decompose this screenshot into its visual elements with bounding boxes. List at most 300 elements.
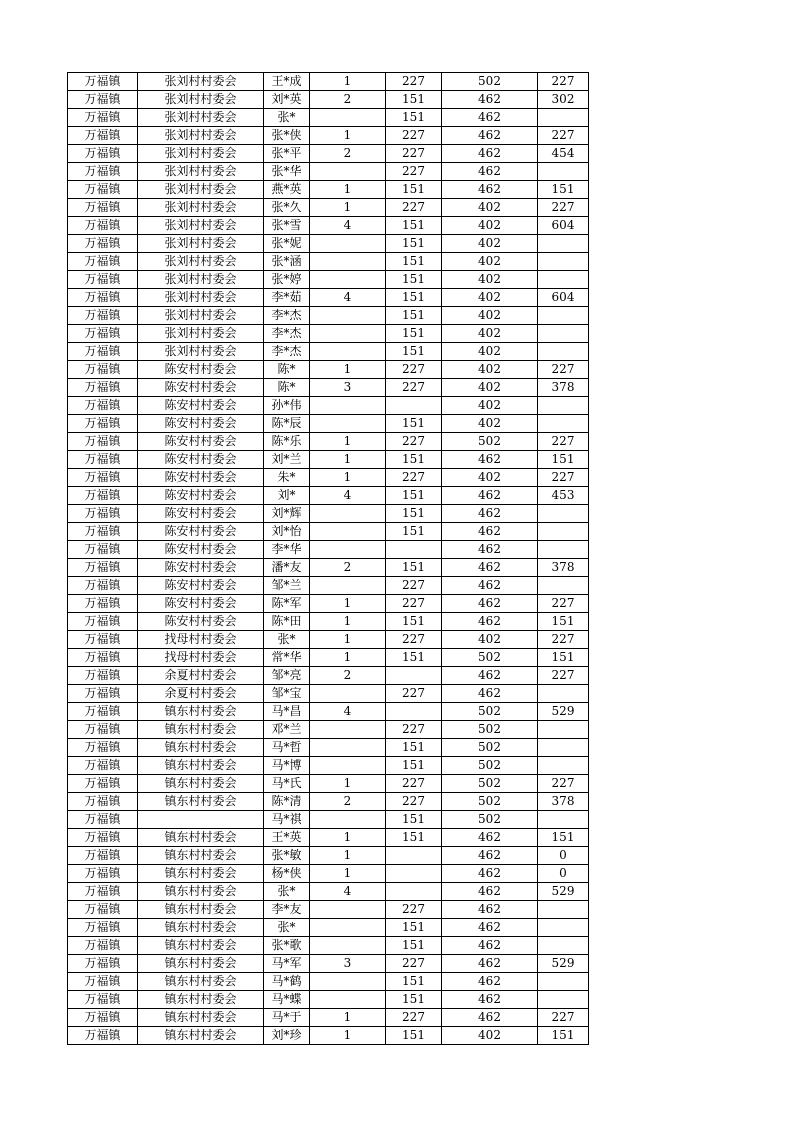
total-cell: 227 — [538, 127, 589, 145]
table-row — [68, 793, 589, 811]
name-cell: 王*英 — [264, 829, 310, 847]
total-cell: 0 — [538, 865, 589, 883]
total-cell — [538, 901, 589, 919]
amount-b-cell: 462 — [442, 901, 538, 919]
table-row — [68, 433, 589, 451]
village-committee-cell: 张刘村村委会 — [138, 253, 264, 271]
amount-b-cell: 462 — [442, 451, 538, 469]
name-cell: 马*军 — [264, 955, 310, 973]
total-cell: 227 — [538, 469, 589, 487]
total-cell: 151 — [538, 613, 589, 631]
village-committee-cell: 陈安村村委会 — [138, 613, 264, 631]
total-cell: 151 — [538, 181, 589, 199]
town-cell: 万福镇 — [68, 271, 138, 289]
table-row — [68, 451, 589, 469]
amount-b-cell: 502 — [442, 721, 538, 739]
amount-a-cell: 151 — [386, 217, 442, 235]
village-committee-cell: 张刘村村委会 — [138, 289, 264, 307]
amount-b-cell: 462 — [442, 181, 538, 199]
village-committee-cell: 陈安村村委会 — [138, 523, 264, 541]
total-cell: 453 — [538, 487, 589, 505]
name-cell: 潘*友 — [264, 559, 310, 577]
town-cell: 万福镇 — [68, 181, 138, 199]
name-cell: 张*久 — [264, 199, 310, 217]
village-committee-cell: 张刘村村委会 — [138, 271, 264, 289]
count-cell: 4 — [310, 703, 386, 721]
table-row — [68, 487, 589, 505]
amount-a-cell: 151 — [386, 739, 442, 757]
amount-a-cell: 151 — [386, 91, 442, 109]
amount-a-cell: 151 — [386, 181, 442, 199]
amount-a-cell: 227 — [386, 577, 442, 595]
table-row — [68, 1027, 589, 1045]
count-cell — [310, 109, 386, 127]
amount-a-cell: 151 — [386, 937, 442, 955]
total-cell — [538, 739, 589, 757]
count-cell: 1 — [310, 1009, 386, 1027]
name-cell: 马*昌 — [264, 703, 310, 721]
table-row — [68, 307, 589, 325]
name-cell: 刘*珍 — [264, 1027, 310, 1045]
amount-a-cell: 151 — [386, 613, 442, 631]
name-cell: 邹*兰 — [264, 577, 310, 595]
total-cell: 227 — [538, 595, 589, 613]
town-cell: 万福镇 — [68, 199, 138, 217]
table-row — [68, 199, 589, 217]
village-committee-cell: 张刘村村委会 — [138, 109, 264, 127]
name-cell: 张* — [264, 631, 310, 649]
count-cell — [310, 937, 386, 955]
count-cell: 1 — [310, 361, 386, 379]
village-committee-cell: 余夏村村委会 — [138, 667, 264, 685]
town-cell: 万福镇 — [68, 253, 138, 271]
name-cell: 李*华 — [264, 541, 310, 559]
table-row — [68, 829, 589, 847]
table-row — [68, 667, 589, 685]
amount-b-cell: 402 — [442, 217, 538, 235]
total-cell — [538, 325, 589, 343]
name-cell: 马*哲 — [264, 739, 310, 757]
town-cell: 万福镇 — [68, 379, 138, 397]
amount-a-cell: 151 — [386, 757, 442, 775]
town-cell: 万福镇 — [68, 739, 138, 757]
count-cell: 1 — [310, 199, 386, 217]
town-cell: 万福镇 — [68, 73, 138, 91]
count-cell — [310, 271, 386, 289]
town-cell: 万福镇 — [68, 865, 138, 883]
table-row — [68, 703, 589, 721]
table-row — [68, 613, 589, 631]
amount-a-cell: 227 — [386, 163, 442, 181]
name-cell: 陈* — [264, 361, 310, 379]
count-cell: 4 — [310, 289, 386, 307]
name-cell: 邹*亮 — [264, 667, 310, 685]
name-cell: 张*平 — [264, 145, 310, 163]
amount-b-cell: 462 — [442, 127, 538, 145]
total-cell: 227 — [538, 73, 589, 91]
total-cell: 151 — [538, 649, 589, 667]
count-cell: 1 — [310, 469, 386, 487]
amount-b-cell: 462 — [442, 847, 538, 865]
town-cell: 万福镇 — [68, 775, 138, 793]
amount-b-cell: 402 — [442, 325, 538, 343]
amount-b-cell: 402 — [442, 1027, 538, 1045]
town-cell: 万福镇 — [68, 433, 138, 451]
table-row — [68, 235, 589, 253]
table-row — [68, 253, 589, 271]
amount-b-cell: 462 — [442, 955, 538, 973]
count-cell: 3 — [310, 379, 386, 397]
town-cell: 万福镇 — [68, 595, 138, 613]
count-cell — [310, 325, 386, 343]
count-cell — [310, 343, 386, 361]
name-cell: 李*茹 — [264, 289, 310, 307]
name-cell: 孙*伟 — [264, 397, 310, 415]
amount-b-cell: 502 — [442, 739, 538, 757]
town-cell: 万福镇 — [68, 901, 138, 919]
village-committee-cell: 镇东村村委会 — [138, 757, 264, 775]
total-cell — [538, 541, 589, 559]
village-committee-cell: 张刘村村委会 — [138, 199, 264, 217]
name-cell: 陈*军 — [264, 595, 310, 613]
village-committee-cell: 余夏村村委会 — [138, 685, 264, 703]
amount-b-cell: 462 — [442, 991, 538, 1009]
table-row — [68, 649, 589, 667]
town-cell: 万福镇 — [68, 811, 138, 829]
town-cell: 万福镇 — [68, 685, 138, 703]
count-cell — [310, 811, 386, 829]
amount-b-cell: 462 — [442, 883, 538, 901]
name-cell: 陈* — [264, 379, 310, 397]
table-row — [68, 271, 589, 289]
amount-a-cell: 151 — [386, 559, 442, 577]
town-cell: 万福镇 — [68, 541, 138, 559]
village-committee-cell: 镇东村村委会 — [138, 937, 264, 955]
town-cell: 万福镇 — [68, 667, 138, 685]
amount-a-cell: 227 — [386, 379, 442, 397]
name-cell: 李*友 — [264, 901, 310, 919]
town-cell: 万福镇 — [68, 127, 138, 145]
amount-a-cell: 227 — [386, 469, 442, 487]
total-cell — [538, 271, 589, 289]
village-committee-cell: 镇东村村委会 — [138, 865, 264, 883]
village-committee-cell: 张刘村村委会 — [138, 343, 264, 361]
total-cell: 227 — [538, 631, 589, 649]
name-cell: 邓*兰 — [264, 721, 310, 739]
table-row — [68, 505, 589, 523]
name-cell: 马*氏 — [264, 775, 310, 793]
amount-a-cell: 151 — [386, 649, 442, 667]
name-cell: 陈*辰 — [264, 415, 310, 433]
amount-b-cell: 462 — [442, 91, 538, 109]
amount-a-cell: 151 — [386, 487, 442, 505]
count-cell — [310, 739, 386, 757]
total-cell: 227 — [538, 199, 589, 217]
name-cell: 张*侠 — [264, 127, 310, 145]
amount-a-cell: 151 — [386, 505, 442, 523]
count-cell — [310, 919, 386, 937]
count-cell: 2 — [310, 793, 386, 811]
name-cell: 李*杰 — [264, 343, 310, 361]
town-cell: 万福镇 — [68, 649, 138, 667]
amount-a-cell: 151 — [386, 415, 442, 433]
count-cell: 4 — [310, 883, 386, 901]
amount-a-cell: 227 — [386, 199, 442, 217]
name-cell: 张*涵 — [264, 253, 310, 271]
village-committee-cell: 张刘村村委会 — [138, 73, 264, 91]
village-committee-cell: 镇东村村委会 — [138, 703, 264, 721]
total-cell — [538, 721, 589, 739]
town-cell: 万福镇 — [68, 109, 138, 127]
amount-a-cell — [386, 397, 442, 415]
count-cell — [310, 307, 386, 325]
amount-b-cell: 462 — [442, 577, 538, 595]
town-cell: 万福镇 — [68, 973, 138, 991]
amount-a-cell: 151 — [386, 991, 442, 1009]
village-committee-cell: 镇东村村委会 — [138, 883, 264, 901]
name-cell: 陈*清 — [264, 793, 310, 811]
village-committee-cell: 张刘村村委会 — [138, 127, 264, 145]
count-cell: 1 — [310, 847, 386, 865]
count-cell — [310, 541, 386, 559]
table-row — [68, 289, 589, 307]
amount-a-cell: 227 — [386, 631, 442, 649]
name-cell: 张* — [264, 919, 310, 937]
total-cell: 604 — [538, 289, 589, 307]
data-table — [67, 72, 589, 1045]
amount-a-cell — [386, 865, 442, 883]
table-row — [68, 937, 589, 955]
town-cell: 万福镇 — [68, 1009, 138, 1027]
amount-a-cell: 227 — [386, 361, 442, 379]
count-cell: 4 — [310, 217, 386, 235]
table-row — [68, 379, 589, 397]
town-cell: 万福镇 — [68, 415, 138, 433]
count-cell — [310, 757, 386, 775]
town-cell: 万福镇 — [68, 361, 138, 379]
amount-a-cell: 151 — [386, 973, 442, 991]
amount-b-cell: 462 — [442, 595, 538, 613]
village-committee-cell: 陈安村村委会 — [138, 415, 264, 433]
table-row — [68, 559, 589, 577]
count-cell — [310, 577, 386, 595]
name-cell: 刘* — [264, 487, 310, 505]
table-row — [68, 397, 589, 415]
amount-b-cell: 402 — [442, 397, 538, 415]
name-cell: 马*祺 — [264, 811, 310, 829]
amount-a-cell: 151 — [386, 325, 442, 343]
total-cell: 151 — [538, 1027, 589, 1045]
amount-b-cell: 462 — [442, 865, 538, 883]
total-cell — [538, 253, 589, 271]
amount-b-cell: 402 — [442, 415, 538, 433]
amount-a-cell — [386, 703, 442, 721]
village-committee-cell: 镇东村村委会 — [138, 739, 264, 757]
name-cell: 王*成 — [264, 73, 310, 91]
amount-b-cell: 462 — [442, 613, 538, 631]
count-cell: 2 — [310, 91, 386, 109]
count-cell: 1 — [310, 73, 386, 91]
village-committee-cell: 张刘村村委会 — [138, 307, 264, 325]
table-row — [68, 181, 589, 199]
amount-b-cell: 462 — [442, 667, 538, 685]
table-row — [68, 577, 589, 595]
amount-a-cell: 227 — [386, 145, 442, 163]
total-cell — [538, 163, 589, 181]
table-row — [68, 775, 589, 793]
amount-a-cell: 227 — [386, 721, 442, 739]
village-committee-cell: 镇东村村委会 — [138, 1009, 264, 1027]
town-cell: 万福镇 — [68, 991, 138, 1009]
amount-a-cell — [386, 847, 442, 865]
table-row — [68, 1009, 589, 1027]
name-cell: 张*华 — [264, 163, 310, 181]
amount-b-cell: 462 — [442, 829, 538, 847]
village-committee-cell: 镇东村村委会 — [138, 829, 264, 847]
table-row — [68, 883, 589, 901]
name-cell: 杨*侠 — [264, 865, 310, 883]
amount-a-cell: 151 — [386, 829, 442, 847]
total-cell — [538, 811, 589, 829]
total-cell — [538, 343, 589, 361]
village-committee-cell: 找母村村委会 — [138, 631, 264, 649]
town-cell: 万福镇 — [68, 559, 138, 577]
total-cell: 0 — [538, 847, 589, 865]
table-row — [68, 325, 589, 343]
amount-b-cell: 402 — [442, 343, 538, 361]
amount-a-cell: 227 — [386, 595, 442, 613]
village-committee-cell: 张刘村村委会 — [138, 217, 264, 235]
count-cell: 1 — [310, 865, 386, 883]
count-cell: 1 — [310, 829, 386, 847]
village-committee-cell: 镇东村村委会 — [138, 973, 264, 991]
amount-b-cell: 502 — [442, 649, 538, 667]
village-committee-cell: 陈安村村委会 — [138, 505, 264, 523]
village-committee-cell: 镇东村村委会 — [138, 1027, 264, 1045]
count-cell — [310, 991, 386, 1009]
town-cell: 万福镇 — [68, 829, 138, 847]
village-committee-cell: 陈安村村委会 — [138, 397, 264, 415]
name-cell: 马*于 — [264, 1009, 310, 1027]
amount-a-cell: 151 — [386, 523, 442, 541]
name-cell: 燕*英 — [264, 181, 310, 199]
amount-a-cell: 227 — [386, 73, 442, 91]
amount-a-cell: 151 — [386, 451, 442, 469]
table-row — [68, 955, 589, 973]
village-committee-cell: 陈安村村委会 — [138, 595, 264, 613]
total-cell: 151 — [538, 451, 589, 469]
total-cell — [538, 109, 589, 127]
village-committee-cell: 陈安村村委会 — [138, 487, 264, 505]
amount-a-cell — [386, 667, 442, 685]
town-cell: 万福镇 — [68, 631, 138, 649]
town-cell: 万福镇 — [68, 163, 138, 181]
village-committee-cell: 张刘村村委会 — [138, 145, 264, 163]
table-row — [68, 217, 589, 235]
count-cell: 1 — [310, 1027, 386, 1045]
amount-b-cell: 462 — [442, 145, 538, 163]
count-cell — [310, 163, 386, 181]
amount-b-cell: 462 — [442, 523, 538, 541]
name-cell: 陈*田 — [264, 613, 310, 631]
name-cell: 刘*兰 — [264, 451, 310, 469]
total-cell — [538, 307, 589, 325]
amount-b-cell: 462 — [442, 973, 538, 991]
town-cell: 万福镇 — [68, 325, 138, 343]
village-committee-cell: 陈安村村委会 — [138, 559, 264, 577]
village-committee-cell: 陈安村村委会 — [138, 433, 264, 451]
table-row — [68, 91, 589, 109]
town-cell: 万福镇 — [68, 505, 138, 523]
amount-b-cell: 402 — [442, 361, 538, 379]
village-committee-cell: 张刘村村委会 — [138, 163, 264, 181]
amount-a-cell: 227 — [386, 775, 442, 793]
town-cell: 万福镇 — [68, 847, 138, 865]
total-cell — [538, 685, 589, 703]
table-body — [68, 73, 589, 1045]
amount-b-cell: 462 — [442, 559, 538, 577]
town-cell: 万福镇 — [68, 235, 138, 253]
amount-a-cell: 227 — [386, 955, 442, 973]
name-cell: 张*歌 — [264, 937, 310, 955]
table-row — [68, 595, 589, 613]
amount-b-cell: 502 — [442, 433, 538, 451]
town-cell: 万福镇 — [68, 757, 138, 775]
table-row — [68, 163, 589, 181]
village-committee-cell: 陈安村村委会 — [138, 451, 264, 469]
count-cell — [310, 721, 386, 739]
amount-a-cell: 151 — [386, 109, 442, 127]
town-cell: 万福镇 — [68, 577, 138, 595]
amount-b-cell: 502 — [442, 811, 538, 829]
village-committee-cell: 镇东村村委会 — [138, 901, 264, 919]
table-row — [68, 865, 589, 883]
village-committee-cell: 镇东村村委会 — [138, 847, 264, 865]
village-committee-cell: 张刘村村委会 — [138, 181, 264, 199]
table-row — [68, 415, 589, 433]
town-cell: 万福镇 — [68, 217, 138, 235]
count-cell: 1 — [310, 451, 386, 469]
count-cell: 1 — [310, 433, 386, 451]
amount-b-cell: 402 — [442, 289, 538, 307]
name-cell: 张* — [264, 883, 310, 901]
count-cell: 4 — [310, 487, 386, 505]
amount-b-cell: 462 — [442, 685, 538, 703]
name-cell: 李*杰 — [264, 325, 310, 343]
total-cell: 227 — [538, 433, 589, 451]
amount-a-cell: 151 — [386, 343, 442, 361]
town-cell: 万福镇 — [68, 523, 138, 541]
total-cell — [538, 577, 589, 595]
amount-a-cell — [386, 541, 442, 559]
amount-b-cell: 462 — [442, 505, 538, 523]
total-cell: 529 — [538, 955, 589, 973]
amount-b-cell: 402 — [442, 469, 538, 487]
town-cell: 万福镇 — [68, 289, 138, 307]
name-cell: 张*敏 — [264, 847, 310, 865]
total-cell: 227 — [538, 1009, 589, 1027]
total-cell — [538, 235, 589, 253]
amount-b-cell: 462 — [442, 1009, 538, 1027]
village-committee-cell: 张刘村村委会 — [138, 235, 264, 253]
town-cell: 万福镇 — [68, 451, 138, 469]
amount-b-cell: 462 — [442, 541, 538, 559]
amount-a-cell: 227 — [386, 1009, 442, 1027]
table-row — [68, 685, 589, 703]
name-cell: 刘*辉 — [264, 505, 310, 523]
town-cell: 万福镇 — [68, 721, 138, 739]
amount-a-cell: 227 — [386, 685, 442, 703]
